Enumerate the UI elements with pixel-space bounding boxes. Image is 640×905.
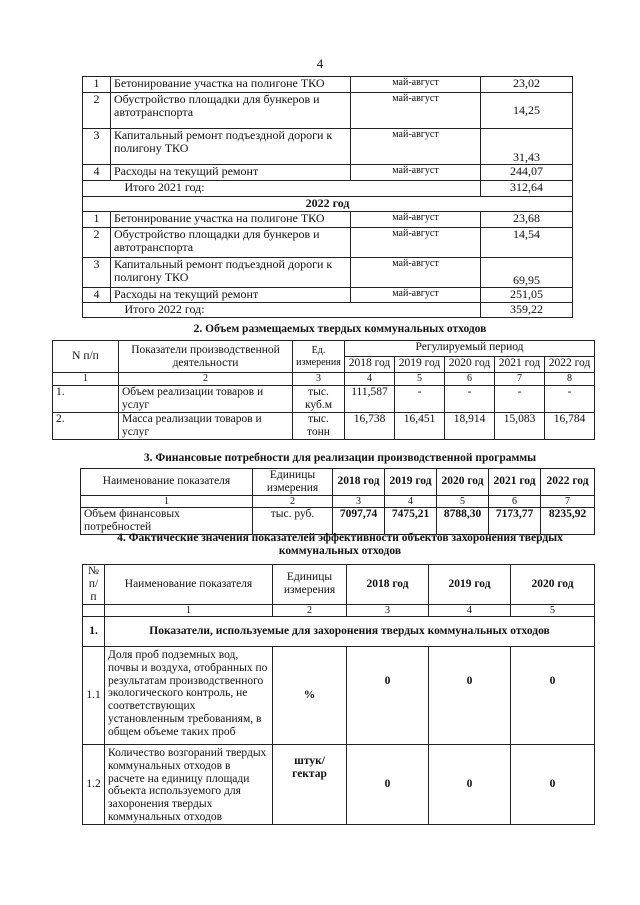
header-row: N п/п Показатели производственной деятельности Ед. измерения Регулируемый период <box>53 341 595 357</box>
page-number: 4 <box>316 56 324 71</box>
table-row: 2 Обустройство площадки для бункеров и автотранспорта май-август 14,54 <box>83 228 573 258</box>
total-row: Итого 2022 год: 359,22 <box>83 303 573 318</box>
section-4-title <box>40 532 640 558</box>
efficiency-table <box>82 564 595 825</box>
table-row: 1. Объем реализации товаров и услуг тыс. куб.м 111,587 - - - - <box>53 386 595 413</box>
column-number-row: 1 2 3 4 5 6 7 <box>81 495 595 507</box>
costs-table <box>82 76 573 318</box>
section-4-title-line1: 4. Фактические значения показателей эффективности объектов захоронения твердых <box>117 532 563 544</box>
header-row: Наименование показателя Единицы измерения 2018 год 2019 год 2020 год 2021 год 2022 год <box>81 469 595 496</box>
table-row: 2 Обустройство площадки для бункеров и автотранспорта май-август 14,25 <box>83 93 573 129</box>
year-row: 2022 год <box>83 197 573 212</box>
section-4-title-line2: коммунальных отходов <box>278 545 402 557</box>
group-row: 1. Показатели, используемые для захоронения твердых коммунальных отходов <box>83 616 595 646</box>
table-row: 3 Капитальный ремонт подъездной дороги к полигону ТКО май-август 31,43 <box>83 129 573 165</box>
table-row: 4 Расходы на текущий ремонт май-август 244,07 <box>83 165 573 181</box>
table-row: Объем финансовых потребностей тыс. руб. 7097,74 7475,21 8788,30 7173,77 8235,92 <box>81 507 595 534</box>
table-row: 1.1 Доля проб подземных вод, почвы и воздуха, отобранных по результатам производственного экологического контроль, не соответствующих установленным требованиям, в общем объеме таких проб % 0 0 0 <box>83 646 595 744</box>
column-number-row: 1 2 3 4 5 <box>83 604 595 616</box>
table-row: 4 Расходы на текущий ремонт май-август 251,05 <box>83 288 573 303</box>
total-row: Итого 2021 год: 312,64 <box>83 181 573 197</box>
volume-table <box>52 340 595 440</box>
header-row: 2018 год 2019 год 2020 год 2021 год 2022 год <box>53 357 595 373</box>
table-row: 1.2 Количество возгораний твердых коммунальных отходов в расчете на единицу площади объекта используемого для захоронения твердых коммунальных отходов штук/ гектар 0 0 0 <box>83 744 595 824</box>
table-row: 2. Масса реализации товаров и услуг тыс. тонн 16,738 16,451 18,914 15,083 16,784 <box>53 412 595 439</box>
header-row: № п/п Наименование показателя Единицы измерения 2018 год 2019 год 2020 год <box>83 565 595 605</box>
section-3-title: 3. Финансовые потребности для реализации производственной программы <box>143 452 537 464</box>
column-number-row: 1 2 3 4 5 6 7 8 <box>53 373 595 386</box>
table-row: 1 Бетонирование участка на полигоне ТКО май-август 23,68 <box>83 212 573 228</box>
finance-table <box>80 468 595 535</box>
section-2-title: 2. Объем размещаемых твердых коммунальных отходов <box>193 323 487 335</box>
table-row: 1 Бетонирование участка на полигоне ТКО май-август 23,02 <box>83 77 573 93</box>
table-row: 3 Капитальный ремонт подъездной дороги к полигону ТКО май-август 69,95 <box>83 258 573 288</box>
